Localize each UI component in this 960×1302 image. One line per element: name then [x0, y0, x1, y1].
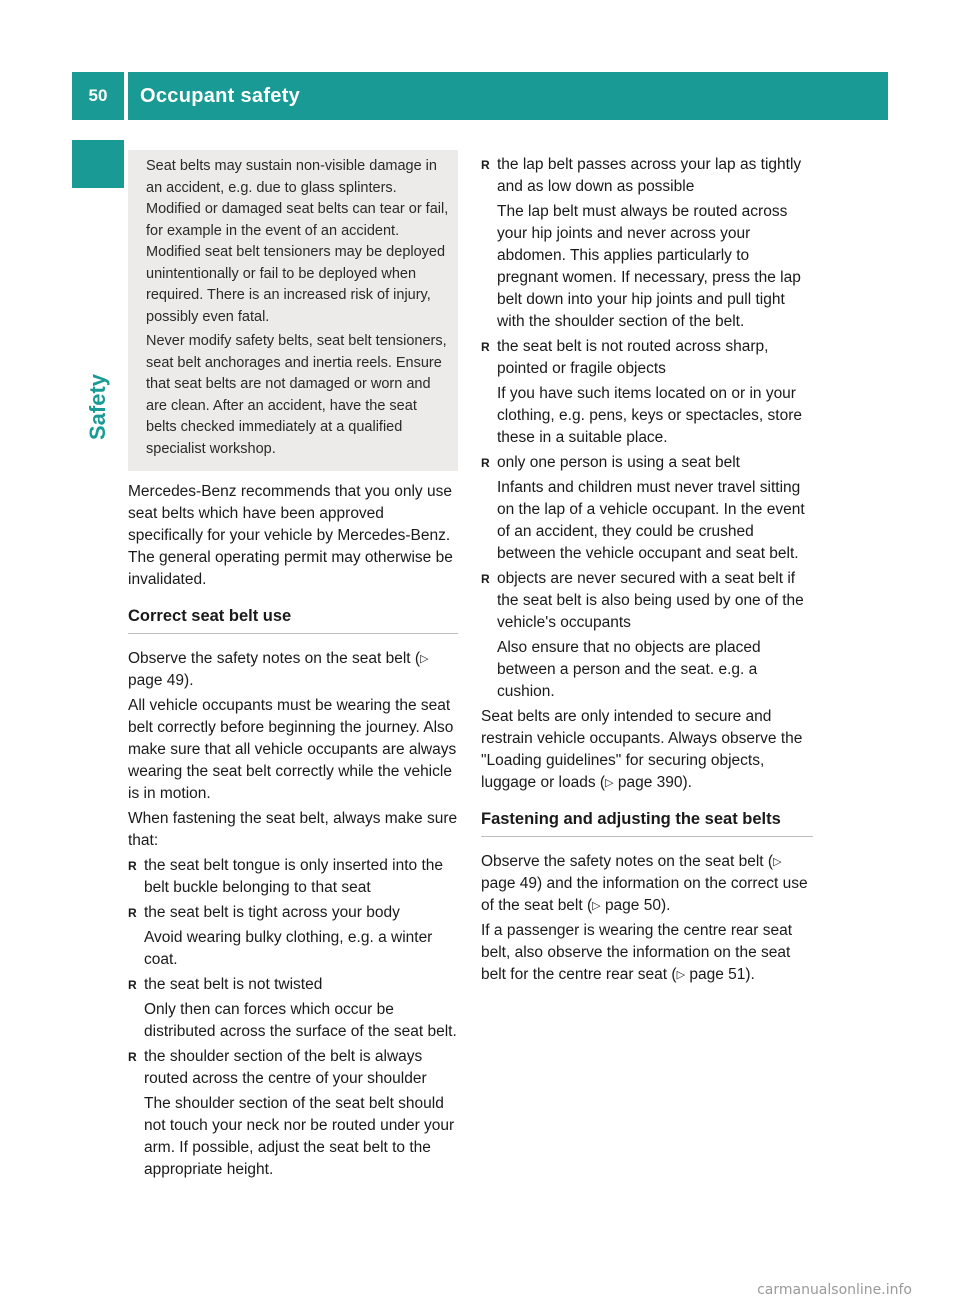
- bullet-icon: R: [481, 158, 490, 172]
- bullet-icon: R: [128, 1050, 137, 1064]
- list-item-detail: The shoulder section of the seat belt should not touch your neck nor be routed under your arm. If possible, adjust the seat belt to the appropriate height.: [144, 1095, 455, 1178]
- page-reference-icon: ▷: [773, 856, 782, 868]
- observe-paragraph: Observe the safety notes on the seat belt (▷ page 49).: [128, 650, 429, 689]
- page-reference-link[interactable]: page 49) and the information on the correct use of the seat belt (: [481, 875, 808, 914]
- fastening-paragraph: Observe the safety notes on the seat belt (▷ page 49) and the information on the correct use of the seat belt (▷ page 50).: [481, 853, 808, 914]
- section-heading-correct-use: Correct seat belt use: [128, 605, 458, 634]
- page-number: 50: [72, 72, 124, 120]
- sidebar-label: Safety: [85, 373, 110, 440]
- page-reference-link[interactable]: page 49).: [128, 672, 194, 689]
- bullet-icon: R: [481, 572, 490, 586]
- bullet-icon: R: [481, 340, 490, 354]
- page-reference-icon: ▷: [420, 653, 429, 665]
- page-reference-link[interactable]: page 50).: [604, 897, 671, 914]
- list-item-detail: Infants and children must never travel sitting on the lap of a vehicle occupant. In the event of an accident, they could be crushed between the vehicle occupant and seat belt.: [497, 479, 805, 562]
- list-item: R the shoulder section of the belt is always routed across the centre of your shoulder: [128, 1048, 427, 1087]
- right-column: [481, 154, 813, 989]
- list-item: R the seat belt is tight across your body: [128, 902, 458, 924]
- list-item-detail: Only then can forces which occur be distributed across the surface of the seat belt.: [144, 1001, 457, 1040]
- loading-paragraph: Seat belts are only intended to secure and restrain vehicle occupants. Always observe the "Loading guidelines" for securing objects, luggage or loads (▷ page 390).: [481, 708, 803, 791]
- bullet-icon: R: [128, 978, 137, 992]
- section-heading-fastening: Fastening and adjusting the seat belts: [481, 808, 813, 837]
- centre-seat-paragraph: If a passenger is wearing the centre rear seat belt, also observe the information on the seat belt for the centre rear seat (▷ page 51).: [481, 922, 793, 983]
- body-paragraph: All vehicle occupants must be wearing the seat belt correctly before beginning the journey. Also make sure that all vehicle occupants are always wearing the seat belt correctly while the vehicle is in motion.: [128, 697, 457, 802]
- list-item: R the lap belt passes across your lap as tightly and as low down as possible: [481, 156, 802, 195]
- watermark: carmanualsonline.info: [757, 1282, 912, 1298]
- list-item: R only one person is using a seat belt: [481, 452, 813, 474]
- page-reference-link[interactable]: page 51).: [689, 966, 755, 983]
- list-item: R objects are never secured with a seat belt if the seat belt is also being used by one of the vehicle's occupants: [481, 570, 804, 631]
- list-item-detail: Avoid wearing bulky clothing, e.g. a winter coat.: [144, 929, 433, 968]
- page-reference-icon: ▷: [605, 777, 614, 789]
- intro-paragraph: Mercedes-Benz recommends that you only use seat belts which have been approved specifically for your vehicle by Mercedes-Benz. The general operating permit may otherwise be invalidated.: [128, 483, 453, 588]
- warning-box: [128, 150, 458, 471]
- page-reference-link[interactable]: page 390).: [617, 774, 692, 791]
- bullet-icon: R: [481, 456, 490, 470]
- list-item: R the seat belt is not routed across sharp, pointed or fragile objects: [481, 338, 769, 377]
- page-reference-icon: ▷: [676, 969, 686, 981]
- list-item: R the seat belt tongue is only inserted into the belt buckle belonging to that seat: [128, 857, 444, 896]
- list-item-detail: If you have such items located on or in your clothing, e.g. pens, keys or spectacles, store these in a suitable place.: [497, 385, 802, 446]
- page-reference-icon: ▷: [592, 900, 601, 912]
- list-item: R the seat belt is not twisted: [128, 974, 458, 996]
- list-item-detail: Also ensure that no objects are placed between a person and the seat. e.g. a cushion.: [497, 639, 761, 700]
- list-item-detail: The lap belt must always be routed across your hip joints and never across your abdomen. This applies particularly to pregnant women. If necessary, press the lap belt down into your hip joints and pull tight with the shoulder section of the belt.: [497, 203, 801, 330]
- left-column: [128, 150, 458, 1184]
- bullet-icon: R: [128, 859, 137, 873]
- sidebar-block: [72, 140, 124, 188]
- bullet-icon: R: [128, 906, 137, 920]
- page-title: Occupant safety: [128, 72, 888, 120]
- body-paragraph: When fastening the seat belt, always make sure that:: [128, 810, 458, 849]
- warning-paragraph: Seat belts may sustain non-visible damage in an accident, e.g. due to glass splinters. Modified or damaged seat belts can tear or fail, for example in the event of an accident. Modified seat belt tensioners may be deployed unintentionally or fail to be deployed when required. There is an increased risk of injury, possibly even fatal.: [146, 158, 449, 325]
- warning-paragraph: Never modify safety belts, seat belt tensioners, seat belt anchorages and inertia reels. Ensure that seat belts are not damaged or worn and are clean. After an accident, have the seat belts checked immediately at a qualified specialist workshop.: [146, 333, 447, 457]
